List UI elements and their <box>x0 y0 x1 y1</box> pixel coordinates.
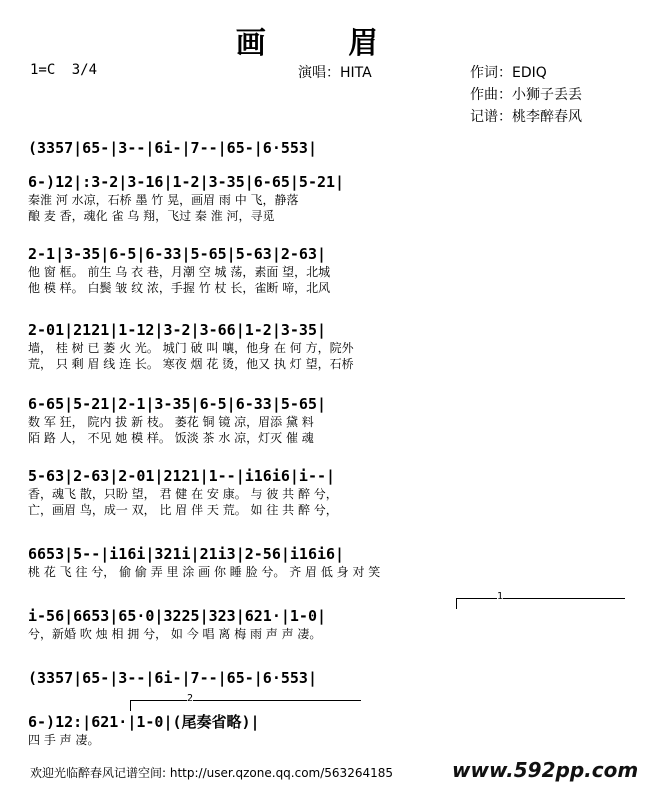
lyric-line-1: 墙， 桂 树 已 萎 火 光。 城门 破 叫 嚷，他身 在 何 方，院外 <box>28 341 354 355</box>
notes-line: (3357|65-|3--|6i-|7--|65-|6·553| <box>28 139 317 157</box>
composer-credit: 作曲：小狮子丢丢 <box>470 87 582 103</box>
lyricist-credit: 作词：EDIQ <box>470 65 547 81</box>
staff-3 <box>28 320 624 372</box>
notes-line: 2-1|3-35|6-5|6-33|5-65|5-63|2-63| <box>28 245 327 263</box>
lyric-line-1: 秦淮 河 水凉，石桥 墨 竹 晃，画眉 雨 中 飞，静落 <box>28 193 299 207</box>
notes-line: 6653|5--|i16i|321i|21i3|2-56|i16i6| <box>28 545 345 563</box>
lyric-line-1: 兮，新婚 吹 烛 相 拥 兮， 如 今 唱 离 梅 雨 声 声 凄。 <box>28 627 322 641</box>
lyric-line-1: 桃 花 飞 往 兮， 偷 偷 弄 里 涂 画 你 睡 脸 兮。 齐 眉 低 身 对 笑 <box>28 565 381 579</box>
time-signature: 3/4 <box>71 62 98 78</box>
song-title: 画 眉 <box>235 26 415 61</box>
notes-line: 5-63|2-63|2-01|2121|1--|i16i6|i--| <box>28 467 336 485</box>
key-signature <box>30 62 97 78</box>
site-logo: www.592pp.com <box>452 758 639 782</box>
staff-7 <box>28 606 624 642</box>
staff-4 <box>28 394 624 446</box>
lyric-line-2: 陌 路 人， 不见 她 模 样。 饭淡 茶 水 凉，灯灭 催 魂 <box>28 431 314 445</box>
volta-bracket-2 <box>130 693 361 711</box>
staff-1 <box>28 172 624 224</box>
staff-intro <box>28 138 624 158</box>
singer-credit: 演唱：HITA <box>298 65 372 81</box>
volta-number-1: 1 <box>497 591 504 602</box>
lyric-line-2: 他 模 样。 白鬓 皱 纹 浓，手握 竹 杖 长，雀断 啼，北风 <box>28 281 331 295</box>
notes-line: 6-)12|:3-2|3-16|1-2|3-35|6-65|5-21| <box>28 173 345 191</box>
lyric-line-1: 香，魂飞 散，只盼 望， 君 健 在 安 康。 与 彼 共 醉 兮， <box>28 487 338 501</box>
lyric-line-1: 数 军 狂， 院内 拔 新 枝。 萎花 铜 镜 凉，眉添 黛 料 <box>28 415 314 429</box>
notes-line: 2-01|2121|1-12|3-2|3-66|1-2|3-35| <box>28 321 327 339</box>
staff-6 <box>28 544 624 580</box>
staff-ending <box>28 712 624 748</box>
key-label: 1=C <box>30 62 56 78</box>
notes-line: (3357|65-|3--|6i-|7--|65-|6·553| <box>28 669 317 687</box>
lyric-line-2: 亡，画眉 鸟，成一 双， 比 眉 伴 天 荒。 如 往 共 醉 兮， <box>28 503 338 517</box>
staff-reprise <box>28 668 624 688</box>
staff-2 <box>28 244 624 296</box>
staff-5 <box>28 466 624 518</box>
lyric-line-2: 酿 麦 香，魂化 雀 乌 翔，飞过 秦 淮 河，寻觅 <box>28 209 275 223</box>
footer-text: 欢迎光临醉春风记谱空间: http://user.qzone.qq.com/563264185 <box>30 766 394 780</box>
lyric-line-1: 四 手 声 凄。 <box>28 733 100 747</box>
volta-number-2: 2 <box>187 693 194 704</box>
notes-line: 6-)12:|621·|1-0|(尾奏省略)| <box>28 713 260 731</box>
transcriber-credit: 记谱：桃李醉春风 <box>470 109 582 125</box>
lyric-line-1: 他 窗 框。 前生 乌 衣 巷，月潮 空 城 荡，素面 望，北城 <box>28 265 331 279</box>
credits-block <box>470 62 582 128</box>
notes-line: 6-65|5-21|2-1|3-35|6-5|6-33|5-65| <box>28 395 327 413</box>
notes-line: i-56|6653|65·0|3225|323|621·|1-0| <box>28 607 327 625</box>
lyric-line-2: 荒， 只 剩 眉 线 连 长。 寒夜 烟 花 烫，他又 执 灯 望，石桥 <box>28 357 354 371</box>
